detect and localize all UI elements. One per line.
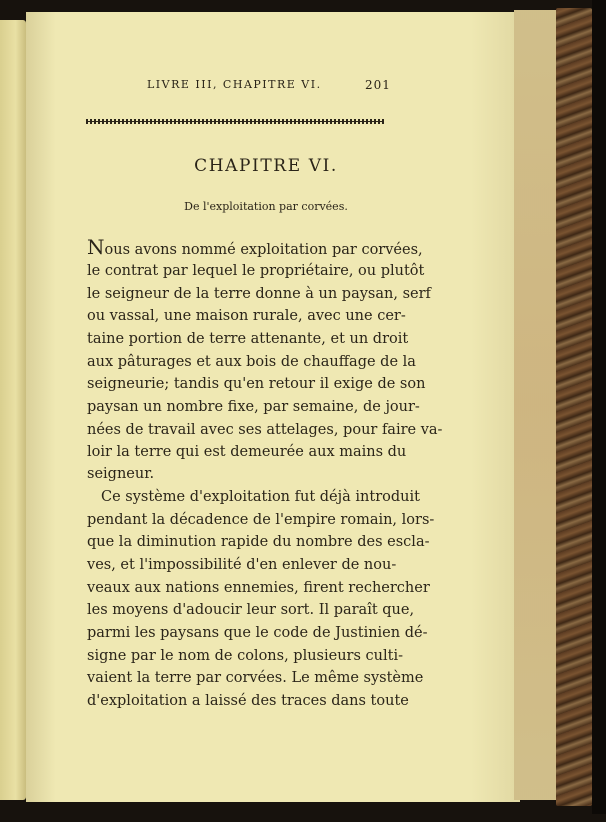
text-line: d'exploitation a laissé des traces dans toute [87,693,409,709]
text-line: Ce système d'exploitation fut déjà introduit [101,489,420,505]
facing-page-edge [0,20,26,800]
page-block-edges [514,10,556,800]
text-line: les moyens d'adoucir leur sort. Il paraît que, [87,602,415,618]
text-line-rest: ous avons nommé exploitation par corvées, [104,242,423,258]
text-line: le seigneur de la terre donne à un paysan, serf [87,286,431,302]
text-line: ou vassal, une maison rurale, avec une cer- [87,308,406,324]
ornamental-rule [86,119,384,124]
text-line: le contrat par lequel le propriétaire, ou plutôt [87,263,425,279]
text-line: paysan un nombre fixe, par semaine, de jour- [87,399,420,415]
text-line: ves, et l'impossibilité d'en enlever de nou- [87,557,397,573]
text-line: seigneurie; tandis qu'en retour il exige de son [87,376,426,392]
text-line: loir la terre qui est demeurée aux mains du [87,444,407,460]
page-number: 201 [365,78,391,92]
running-head-title: LIVRE III, CHAPITRE VI. [147,78,322,91]
text-line: veaux aux nations ennemies, firent rechercher [87,580,430,596]
running-head [60,78,400,94]
text-line: vaient la terre par corvées. Le même système [87,670,424,686]
text-line: parmi les paysans que le code de Justinien dé- [87,625,428,641]
drop-letter: N [87,235,105,259]
text-line [87,235,423,261]
text-line: nées de travail avec ses attelages, pour faire va- [87,422,443,438]
chapter-title: CHAPITRE VI. [194,156,338,176]
text-line: taine portion de terre attenante, et un droit [87,331,409,347]
text-line: que la diminution rapide du nombre des escla- [87,534,430,550]
text-line: seigneur. [87,466,155,482]
text-line: signe par le nom de colons, plusieurs culti- [87,648,403,664]
chapter-subtitle: De l'exploitation par corvées. [184,200,348,213]
text-line: aux pâturages et aux bois de chauffage de la [87,354,416,370]
text-line: pendant la décadence de l'empire romain, lors- [87,512,435,528]
marbled-cover [556,8,592,806]
